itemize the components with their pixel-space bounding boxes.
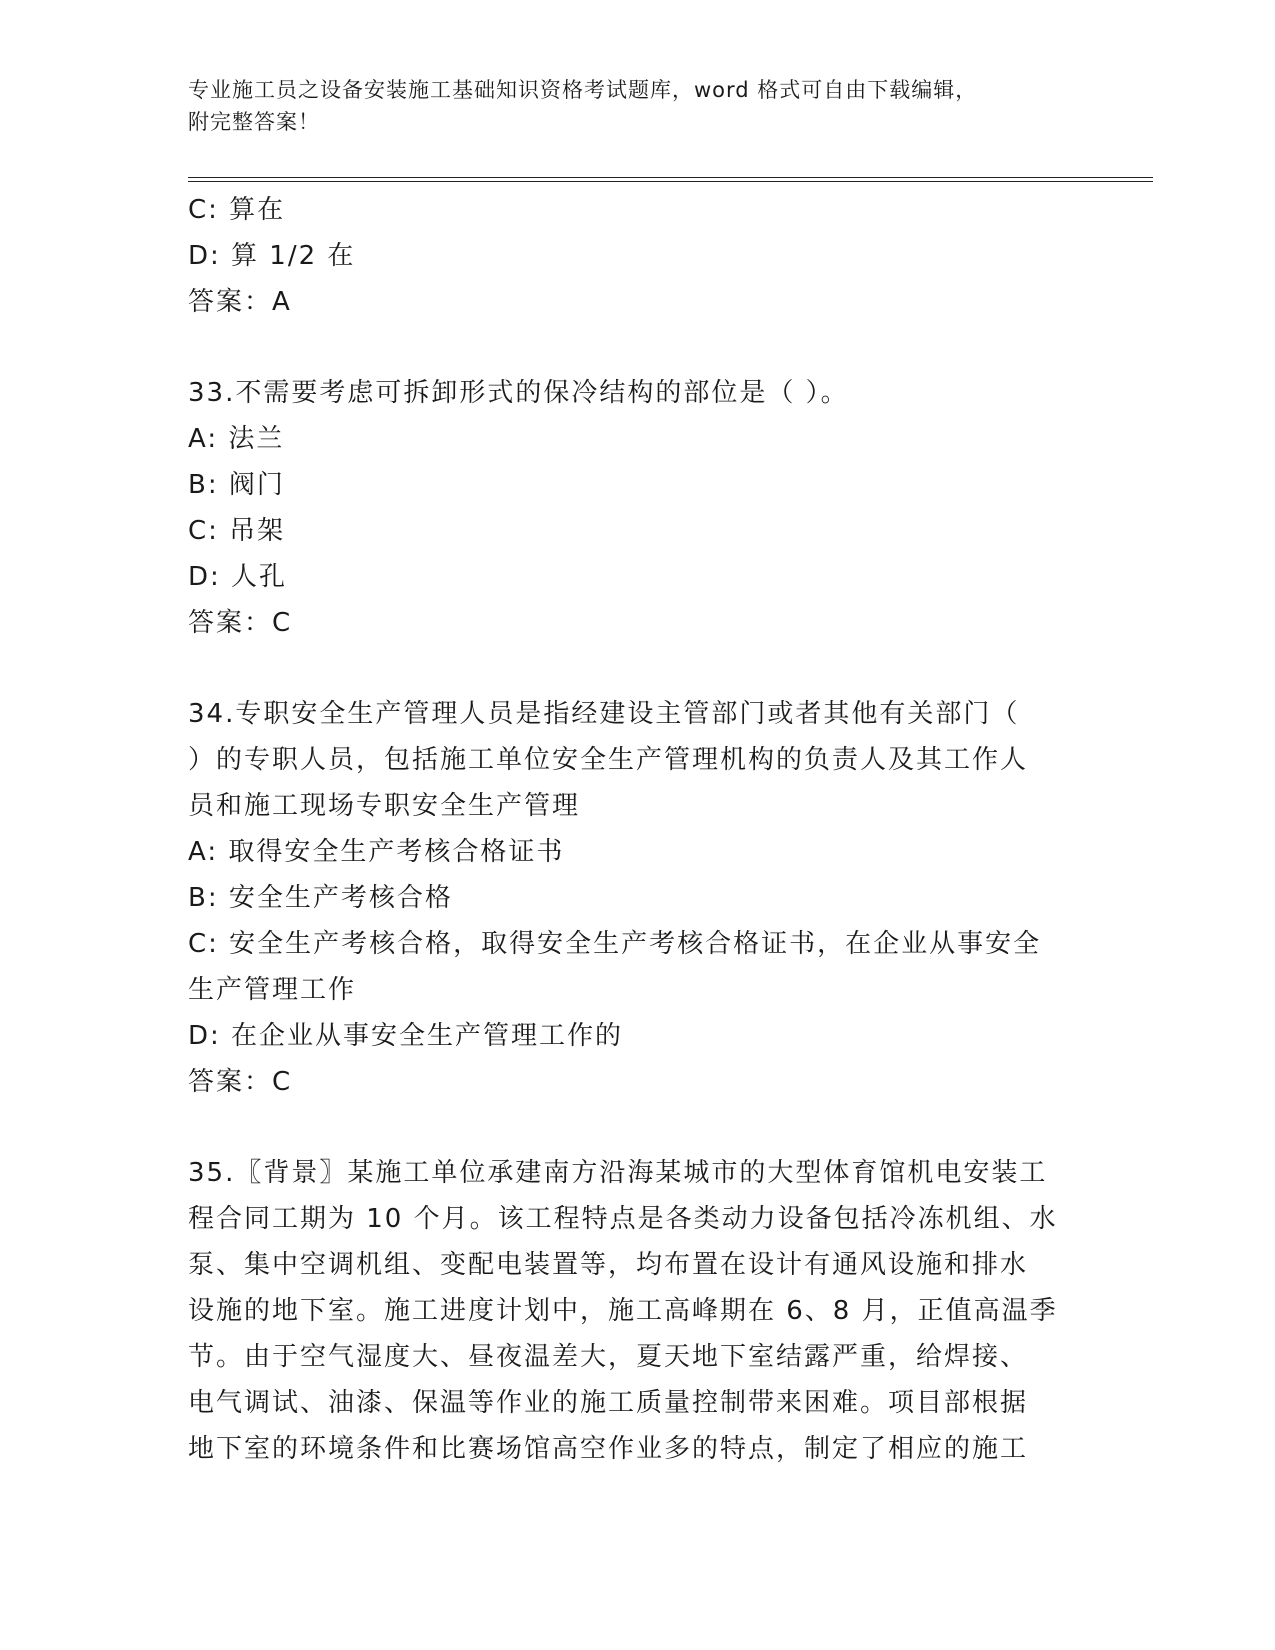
question-text-line-3: 员和施工现场专职安全生产管理 [188,791,581,821]
header-line-1: 专业施工员之设备安装施工基础知识资格考试题库，word 格式可自由下载编辑， [188,78,978,102]
question-text-line-3: 泵、集中空调机组、变配电装置等，均布置在设计有通风设施和排水 [188,1250,1029,1280]
answer: 答案：C [188,1067,293,1097]
question-text-line-7: 地下室的环境条件和比赛场馆高空作业多的特点，制定了相应的施工 [188,1434,1029,1464]
option-c: C: 算在 [188,195,286,225]
header-divider-top [188,177,1153,178]
option-d: D: 人孔 [188,562,288,592]
option-b: B: 安全生产考核合格 [188,883,453,913]
header-divider-bottom [188,181,1153,182]
document-header [188,74,1068,138]
question-35 [188,1150,1068,1472]
document-body [188,187,1068,1472]
question-text-line-5: 节。由于空气湿度大、昼夜温差大，夏天地下室结露严重，给焊接、 [188,1342,1029,1372]
question-text-line-2: ）的专职人员，包括施工单位安全生产管理机构的负责人及其工作人 [188,745,1029,775]
question-text-line-1: 35.〖背景〗某施工单位承建南方沿海某城市的大型体育馆机电安装工 [188,1158,1048,1188]
header-line-2: 附完整答案！ [188,110,320,134]
question-text-line-4: 设施的地下室。施工进度计划中，施工高峰期在 6、8 月，正值高温季 [188,1296,1058,1326]
question-34 [188,691,1068,1105]
question-text-line-6: 电气调试、油漆、保温等作业的施工质量控制带来困难。项目部根据 [188,1388,1029,1418]
option-b: B: 阀门 [188,470,285,500]
option-d: D: 在企业从事安全生产管理工作的 [188,1021,624,1051]
question-text-line-2: 程合同工期为 10 个月。该工程特点是各类动力设备包括冷冻机组、水 [188,1204,1058,1234]
option-d: D: 算 1/2 在 [188,241,356,271]
option-c: C: 吊架 [188,516,286,546]
answer: 答案：C [188,608,293,638]
option-c-line-2: 生产管理工作 [188,975,357,1005]
option-a: A: 取得安全生产考核合格证书 [188,837,565,867]
question-32-tail [188,187,1068,325]
option-a: A: 法兰 [188,424,285,454]
question-text: 33.不需要考虑可拆卸形式的保冷结构的部位是（ ）。 [188,378,849,408]
question-33 [188,370,1068,646]
answer: 答案：A [188,287,292,317]
option-c-line-1: C: 安全生产考核合格，取得安全生产考核合格证书，在企业从事安全 [188,929,1042,959]
question-text-line-1: 34.专职安全生产管理人员是指经建设主管部门或者其他有关部门（ [188,699,1020,729]
